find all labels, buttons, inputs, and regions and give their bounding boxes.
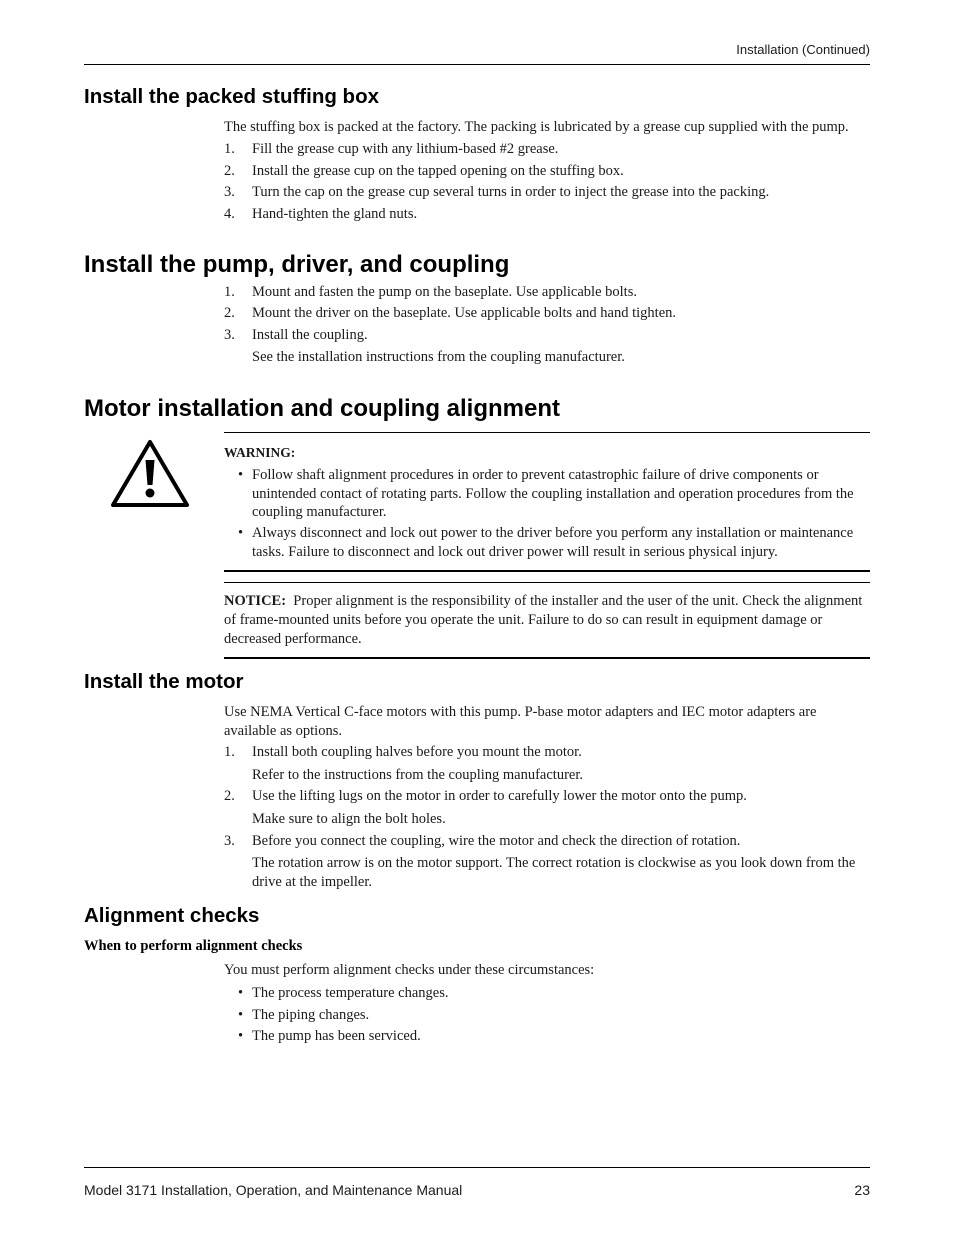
running-header-title: Installation (Continued) (736, 42, 870, 57)
notice-paragraph (224, 592, 872, 649)
step-text: Fill the grease cup with any lithium-based #2 grease. (252, 141, 559, 157)
step-text: Hand-tighten the gland nuts. (252, 206, 418, 222)
warning-text: Always disconnect and lock out power to the driver before you perform any installation or maintenance tasks. Failure to disconnect and lock out driver power will result in serious physical injury. (252, 525, 854, 560)
step-text: Use the lifting lugs on the motor in order to carefully lower the motor onto the pump. (252, 788, 747, 804)
subsection-title: When to perform alignment checks (84, 938, 303, 954)
step-note: Refer to the instructions from the coupling manufacturer. (252, 767, 583, 783)
section-title-stuffing-box: Install the packed stuffing box (84, 85, 380, 108)
step-text: Turn the cap on the grease cup several turns in order to inject the grease into the packing. (252, 184, 770, 200)
section-title-alignment-checks: Alignment checks (84, 904, 260, 927)
page-number: 23 (854, 1182, 870, 1198)
stuffing-box-intro: The stuffing box is packed at the factory. The packing is lubricated by a grease cup supplied with the pump. (224, 119, 849, 135)
warning-label: WARNING: (224, 445, 296, 460)
step-text: Mount the driver on the baseplate. Use applicable bolts and hand tighten. (252, 305, 677, 321)
list-item-text: The piping changes. (252, 1007, 370, 1023)
warning-bottom-rule (224, 570, 870, 572)
notice-bottom-rule (224, 657, 870, 659)
notice-label: NOTICE: (224, 593, 287, 609)
running-header (84, 42, 870, 65)
footer-rule (84, 1167, 870, 1168)
step-note: The rotation arrow is on the motor support. The correct rotation is clockwise as you look down from the drive at the impeller. (252, 855, 856, 890)
warning-text: Follow shaft alignment procedures in order to prevent catastrophic failure of drive components or unintended contact of rotating parts. Follow the coupling installation and operation procedures from the coupling manufacturer. (252, 467, 854, 520)
warning-triangle-icon (110, 438, 190, 508)
step-text: Install the grease cup on the tapped opening on the stuffing box. (252, 163, 624, 179)
step-text: Install the coupling. (252, 327, 368, 343)
step-text: Install both coupling halves before you mount the motor. (252, 744, 582, 760)
section-title-motor-alignment: Motor installation and coupling alignment (84, 395, 560, 422)
alignment-checks-intro: You must perform alignment checks under these circumstances: (224, 962, 595, 978)
step-text: Mount and fasten the pump on the baseplate. Use applicable bolts. (252, 284, 637, 300)
step-text: Before you connect the coupling, wire the motor and check the direction of rotation. (252, 833, 741, 849)
list-item-text: The pump has been serviced. (252, 1028, 421, 1044)
list-item-text: The process temperature changes. (252, 985, 449, 1001)
footer-manual-title: Model 3171 Installation, Operation, and Maintenance Manual (84, 1182, 463, 1198)
install-motor-intro: Use NEMA Vertical C-face motors with this pump. P-base motor adapters and IEC motor adapters are available as options. (224, 704, 817, 739)
step-note: Make sure to align the bolt holes. (252, 811, 446, 827)
step-note: See the installation instructions from the coupling manufacturer. (252, 349, 625, 365)
notice-top-rule (224, 582, 870, 583)
section-title-pump-driver: Install the pump, driver, and coupling (84, 251, 510, 278)
section-title-install-motor: Install the motor (84, 670, 244, 693)
notice-text: Proper alignment is the responsibility of the installer and the user of the unit. Check the alignment of frame-mounted units before you operate the unit. Failure to do so can result in equipment damage or decreased performance. (224, 593, 863, 647)
warning-top-rule (224, 432, 870, 433)
